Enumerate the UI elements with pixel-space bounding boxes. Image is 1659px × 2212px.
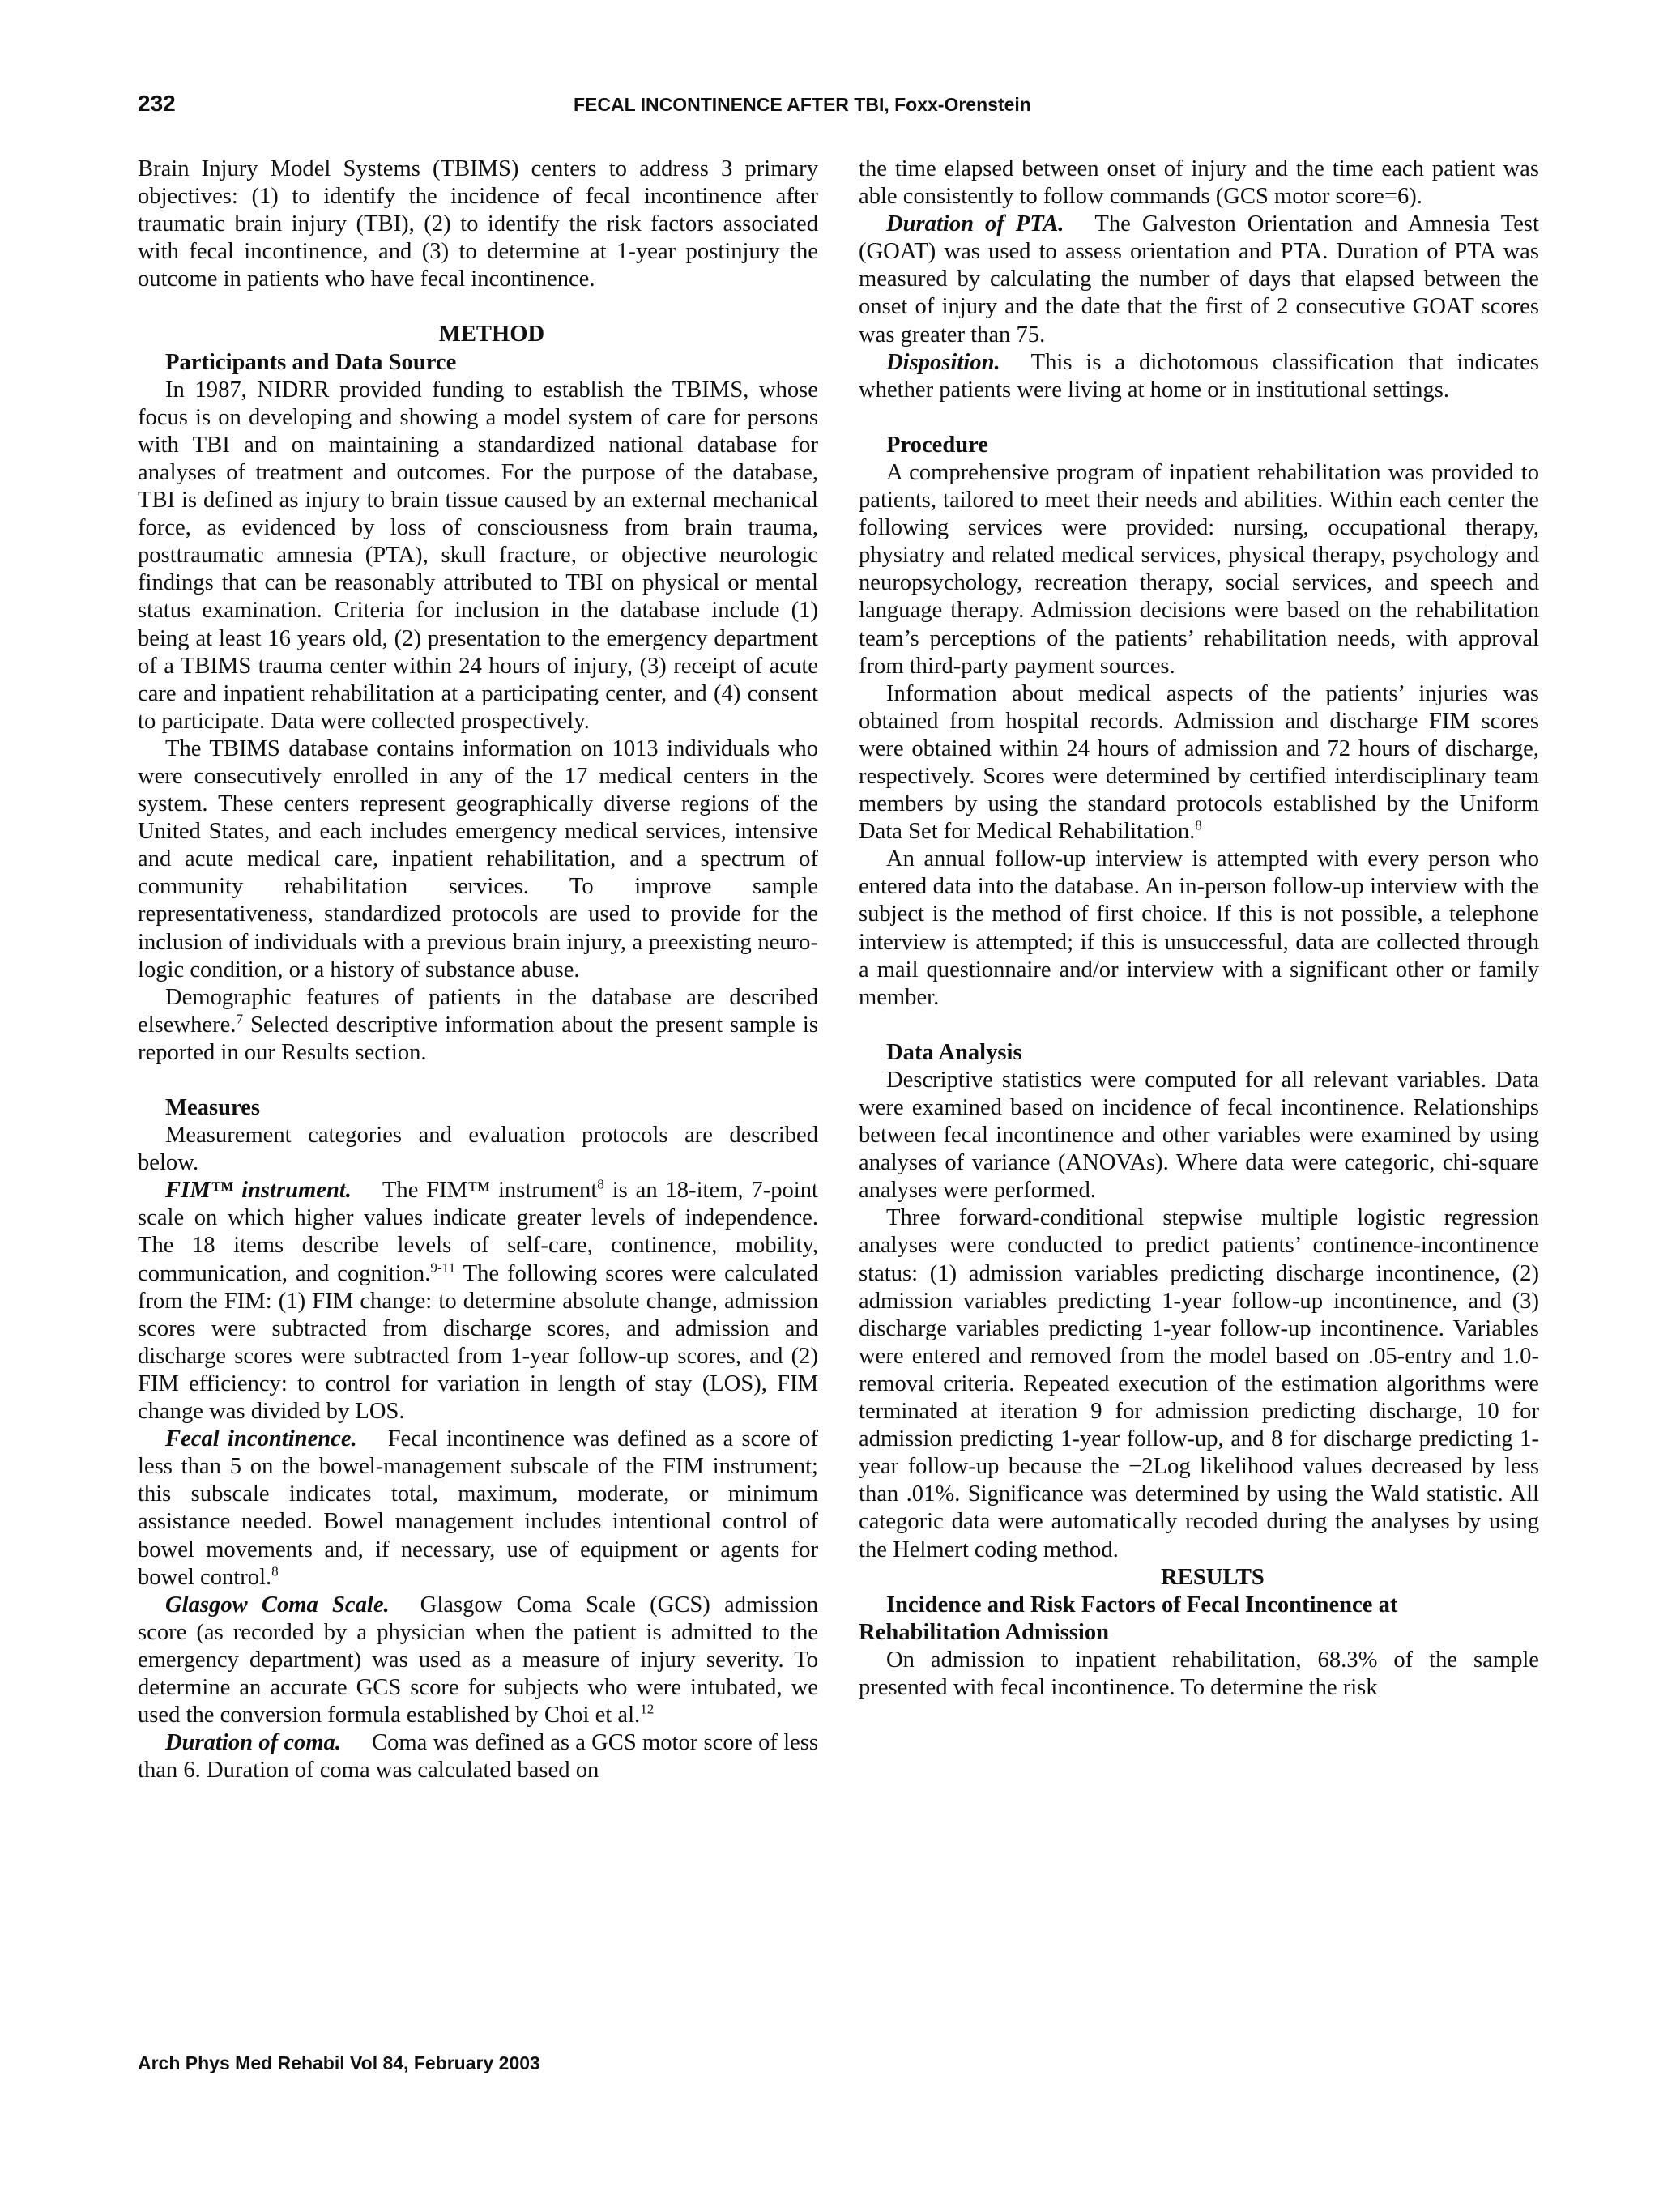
intro-paragraph: Brain Injury Model Systems (TBIMS) centers to address 3 primary objectives: (1) to identify the incidence of fecal incontinence after traumatic brain injury (TBI), (2) to identify the risk factors associated with fecal incontinence, and (3) to determine at 1-year postinjury the outcome in patients who have fecal incontinence. xyxy=(138,156,818,292)
coma-paragraph xyxy=(138,1729,818,1784)
fecal-runin-heading: Fecal incontinence. xyxy=(165,1426,357,1452)
incidence-paragraph-1: On admission to inpatient rehabilitation, 68.3% of the sample presented with fecal incontinence. To determine the risk xyxy=(859,1647,1539,1700)
analysis-paragraph-2: Three forward-conditional stepwise multiple logistic regression analyses were conducted to predict patients’ continence-incontinence status: (1) admission variables predicting discharge incontinence, (2) admission variables predicting 1-year follow-up incontinence, and (3) discharge variables predicting 1-year follow-up incontinence. Variables were entered and removed from the model based on .05-entry and 1.0-removal criteria. Repeated execution of the estimation algorithms were terminated at iteration 9 for admission predicting discharge, 10 for admission predicting 1-year follow-up, and 8 for discharge predicting 1-year follow-up because the −2Log likelihood values decreased by less than .01%. Significance was determined by using the Wald statistic. All categoric data were automatically recoded during the analyses by using the Helmert coding method. xyxy=(859,1205,1539,1562)
procedure-heading: Procedure xyxy=(886,432,988,458)
fecal-text: Fecal incontinence was defined as a score of less than 5 on the bowel-management subscale of the FIM instrument; this subscale indicates total, maximum, moderate, or minimum assistance needed. Bowel management includes intentional control of bowel movements and, if necessary, use of equipment or agents for bowel control. xyxy=(138,1426,818,1590)
gcs-runin-heading: Glasgow Coma Scale. xyxy=(165,1592,390,1617)
procedure-p2-text: Information about medical aspects of the patients’ injuries was obtained from hospital records. Admission and discharge FIM scores were obtained within 24 hours of admission and 72 hours of discharge, respectively. Scores were determined by certified interdisciplinary team members by using the standard protocols established by the Uniform Data Set for Medical Rehabilitation. xyxy=(859,680,1539,845)
method-heading: METHOD xyxy=(438,322,545,347)
participants-paragraph-1: In 1987, NIDRR provided funding to establish the TBIMS, whose focus is on developing and showing a model system of care for persons with TBI and on maintaining a standardized national database for analyses of treatment and outcomes. For the purpose of the database, TBI is defined as injury to brain tissue caused by an external mechanical force, as evidenced by loss of consciousness from brain trauma, posttraumatic amnesia (PTA), skull fracture, or objective neurologic findings that can be reasonably attributed to TBI on physical or mental status examination. Criteria for inclusion in the database include (1) being at least 16 years old, (2) presentation to the emergency department of a TBIMS trauma center within 24 hours of injury, (3) receipt of acute care and inpatient rehabilitation at a participating center, and (4) consent to participate. Data were collected prospectively. xyxy=(138,377,818,734)
left-column xyxy=(138,156,818,1784)
running-header xyxy=(138,91,1539,123)
measures-heading: Measures xyxy=(165,1095,260,1120)
analysis-heading: Data Analysis xyxy=(886,1039,1022,1065)
measures-intro: Measurement categories and evaluation protocols are described below. xyxy=(138,1123,818,1176)
journal-footer: Arch Phys Med Rehabil Vol 84, February 2003 xyxy=(138,2052,540,2073)
fim-text-b: is an 18-item, 7-point scale on which higher values indicate greater levels of independence. The 18 items describe levels of self-care, continence, mobility, communication, and cognition. xyxy=(138,1178,818,1286)
incidence-heading: Incidence and Risk Factors of Fecal Incontinence at Rehabilitation Admission xyxy=(859,1592,1398,1645)
reference-12: 12 xyxy=(640,1701,655,1717)
running-title: FECAL INCONTINENCE AFTER TBI, Foxx-Orenstein xyxy=(574,94,1031,115)
coma-continued-paragraph: the time elapsed between onset of injury and the time each patient was able consistently to follow commands (GCS motor score=6). xyxy=(859,156,1539,210)
pta-text: The Galveston Orientation and Amnesia Test (GOAT) was used to assess orientation and PTA. Duration of PTA was measured by calculating the number of days that elapsed between the onset of injury and the date that the first of 2 consecutive GOAT scores was greater than 75. xyxy=(859,211,1539,347)
reference-8b: 8 xyxy=(271,1563,279,1579)
reference-8: 8 xyxy=(597,1176,604,1192)
participants-paragraph-3 xyxy=(138,984,818,1067)
fim-paragraph xyxy=(138,1177,818,1426)
procedure-paragraph-3: An annual follow-up interview is attempted with every person who entered data into the database. An in-person follow-up interview with the subject is the method of first choice. If this is not possible, a telephone interview is attempted; if this is unsuccessful, data are collected through a mail questionnaire and/or interview with a significant other or family member. xyxy=(859,846,1539,1010)
pta-runin-heading: Duration of PTA. xyxy=(886,211,1064,237)
disposition-text: This is a dichotomous classification that indicates whether patients were living at home or in institutional settings. xyxy=(859,349,1539,403)
page-number: 232 xyxy=(138,91,176,116)
results-heading: RESULTS xyxy=(1161,1564,1265,1590)
pta-paragraph xyxy=(859,211,1539,348)
participants-p3-text-a: Demographic features of patients in the database are described elsewhere. xyxy=(138,984,818,1038)
participants-paragraph-2: The TBIMS database contains information on 1013 individuals who were consecutively enrolled in any of the 17 medical centers in the system. These centers represent geographically diverse regions of the United States, and each includes emergency medical services, intensive and acute medical care, inpatient rehabilitation, and a spectrum of community rehabilitation services. To improve sample representativeness, standardized protocols are used to provide for the inclusion of individuals with a previous brain injury, a preexisting neurologic condition, or a history of substance abuse. xyxy=(138,735,818,982)
participants-p3-text-b: Selected descriptive information about the present sample is reported in our Results section. xyxy=(138,1012,818,1065)
right-column xyxy=(859,156,1539,1702)
coma-text: Coma was defined as a GCS motor score of less than 6. Duration of coma was calculated based on xyxy=(138,1730,818,1784)
coma-runin-heading: Duration of coma. xyxy=(165,1730,342,1756)
participants-heading: Participants and Data Source xyxy=(165,349,457,375)
fim-runin-heading: FIM™ instrument. xyxy=(165,1178,352,1204)
disposition-runin-heading: Disposition. xyxy=(886,349,1000,375)
procedure-paragraph-1: A comprehensive program of inpatient rehabilitation was provided to patients, tailored to meet their needs and abilities. Within each center the following services were provided: nursing, occupational therapy, physiatry and related medical services, physical therapy, psychology and neuropsychology, recreation therapy, social services, and speech and language therapy. Admission decisions were based on the rehabilitation team’s perceptions of the patients’ rehabilitation needs, with approval from third-party payment sources. xyxy=(859,459,1539,679)
reference-8c: 8 xyxy=(1195,817,1202,833)
disposition-paragraph xyxy=(859,349,1539,404)
gcs-text: Glasgow Coma Scale (GCS) admission score (as recorded by a physician when the patient is admitted to the emergency department) was used as a measure of injury severity. To determine an accurate GCS score for subjects who were intubated, we used the conversion formula established by Choi et al. xyxy=(138,1592,818,1728)
gcs-paragraph xyxy=(138,1592,818,1729)
procedure-paragraph-2 xyxy=(859,680,1539,846)
reference-9-11: 9-11 xyxy=(430,1259,456,1276)
fecal-paragraph xyxy=(138,1426,818,1592)
fim-text-c: The following scores were calculated from the FIM: (1) FIM change: to determine absolute change, admission scores were subtracted from discharge scores, and admission and discharge scores were subtracted from 1-year follow-up scores, and (2) FIM efficiency: to control for variation in length of stay (LOS), FIM change was divided by LOS. xyxy=(138,1260,819,1425)
fim-text-a: The FIM™ instrument xyxy=(382,1178,598,1204)
analysis-paragraph-1: Descriptive statistics were computed for all relevant variables. Data were examined based on incidence of fecal incontinence. Relationships between fecal incontinence and other variables were examined by using analyses of variance (ANOVAs). Where data were categoric, chi-square analyses were performed. xyxy=(859,1067,1539,1204)
reference-7: 7 xyxy=(236,1011,244,1027)
